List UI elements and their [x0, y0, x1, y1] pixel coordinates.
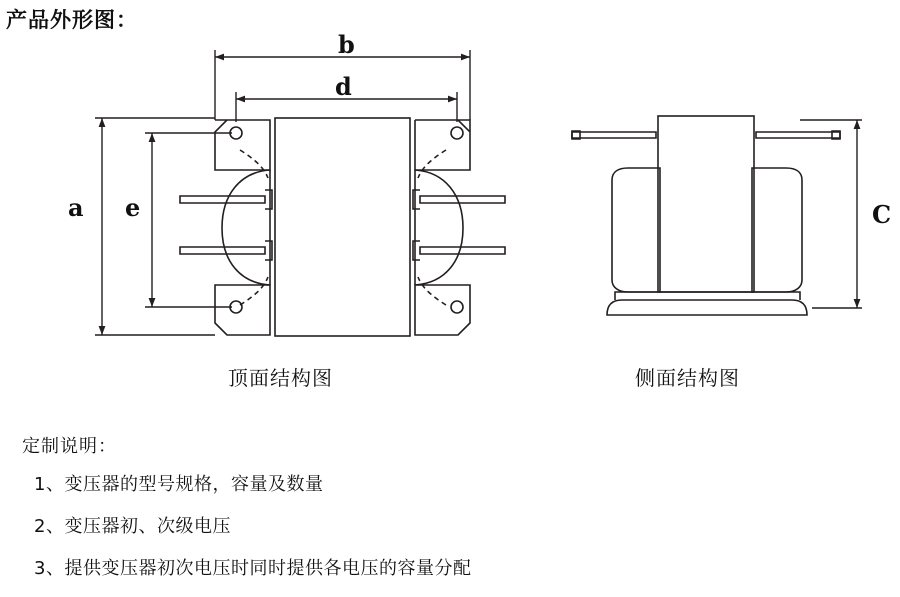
caption-top-view: 顶面结构图: [228, 366, 333, 390]
dimension-lines-side: [800, 120, 862, 308]
dimension-label-c: C: [872, 200, 892, 229]
top-view-group: [180, 118, 505, 336]
customization-notes: [22, 432, 882, 596]
dimension-label-a: a: [68, 193, 84, 222]
dimension-label-b: b: [338, 30, 355, 59]
caption-side-view: 侧面结构图: [635, 366, 740, 390]
side-view-group: [572, 116, 840, 315]
dimension-label-e: e: [125, 193, 141, 222]
note-item-2: 2、变压器初、次级电压: [34, 516, 231, 537]
note-item-1: 1、变压器的型号规格，容量及数量: [34, 474, 324, 495]
notes-heading: 定制说明：: [22, 436, 117, 457]
note-item-3: 3、提供变压器初次电压时同时提供各电压的容量分配: [34, 558, 472, 579]
dimension-label-d: d: [335, 72, 352, 101]
page-title: 产品外形图：: [6, 8, 138, 32]
